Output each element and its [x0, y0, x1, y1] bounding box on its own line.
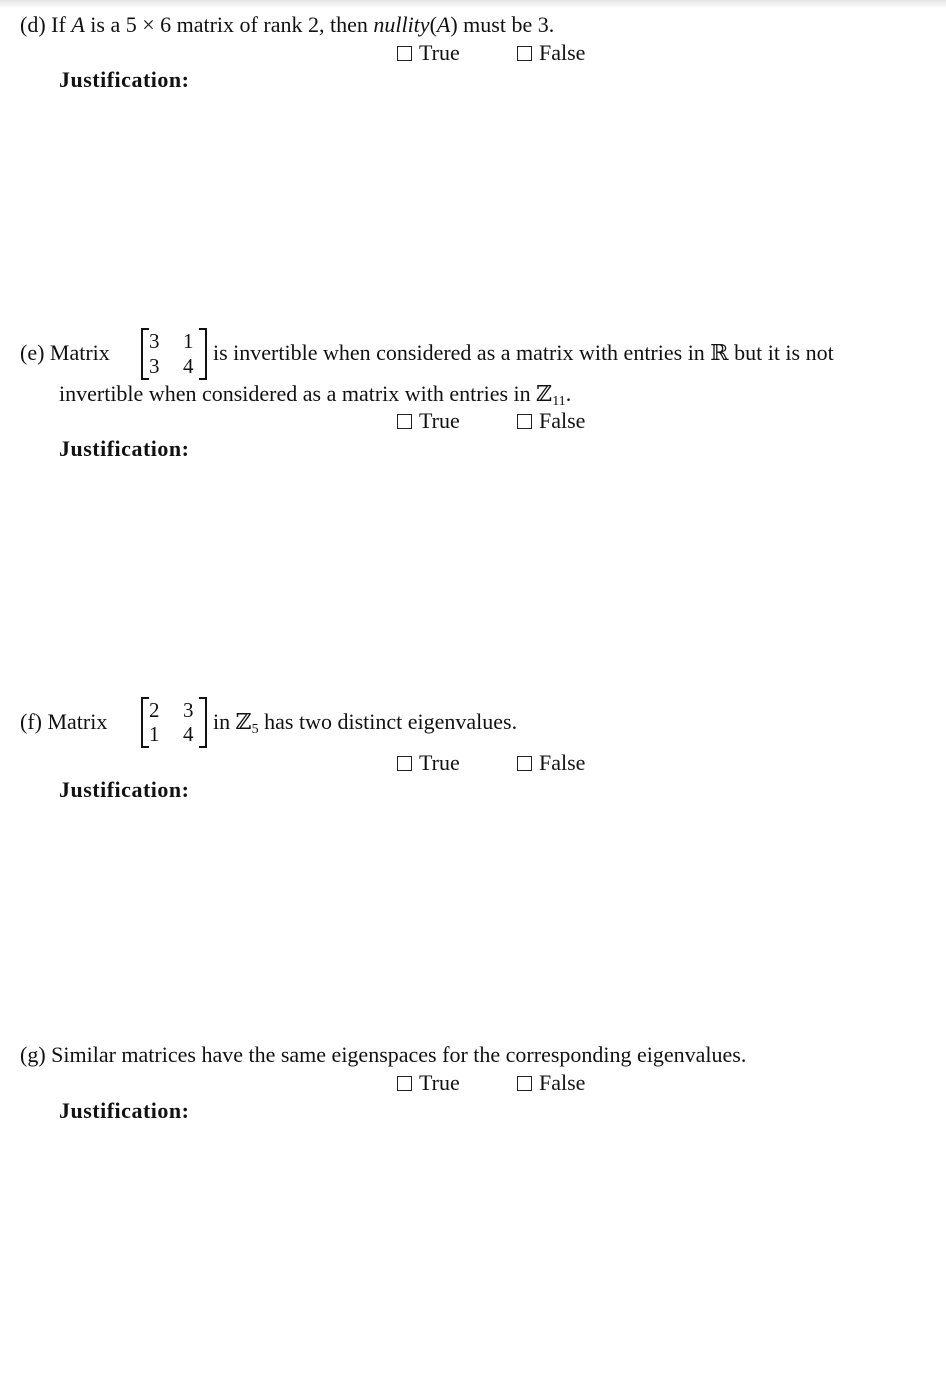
checkbox-icon[interactable]	[397, 756, 412, 771]
question-e-statement	[20, 340, 110, 366]
checkbox-icon[interactable]	[397, 46, 412, 61]
matrix	[141, 328, 207, 380]
false-label: False	[539, 40, 586, 65]
matrix-cell: 2	[149, 698, 160, 722]
checkbox-icon[interactable]	[517, 414, 532, 429]
text: has two distinct eigenvalues.	[258, 709, 518, 734]
math-var: A	[436, 12, 451, 37]
text: is invertible when considered as a matrix with entries in ℝ but it is not	[213, 340, 834, 365]
false-option[interactable]	[517, 1070, 585, 1096]
question-label: (e)	[20, 340, 45, 365]
matrix-cell: 3	[149, 329, 160, 353]
true-label: True	[419, 408, 460, 433]
true-option[interactable]	[397, 40, 460, 66]
matrix-cell: 1	[183, 329, 194, 353]
text: Matrix	[49, 340, 110, 365]
true-option[interactable]	[397, 408, 460, 434]
question-label: (d)	[20, 12, 46, 37]
text	[213, 709, 517, 743]
text: invertible when considered as a matrix with entries in ℤ	[59, 381, 553, 406]
text: ) must be 3.	[450, 12, 555, 37]
text: .	[565, 381, 572, 406]
question-label: (f)	[20, 709, 42, 734]
text-line2	[59, 381, 571, 415]
question-g-statement	[20, 1042, 746, 1068]
checkbox-icon[interactable]	[517, 46, 532, 61]
checkbox-icon[interactable]	[517, 756, 532, 771]
text: in ℤ	[213, 709, 252, 734]
text: is a 5 × 6 matrix of rank 2, then	[84, 12, 374, 37]
top-shadow	[0, 0, 946, 8]
text: (	[429, 12, 437, 37]
false-label: False	[539, 408, 586, 433]
false-option[interactable]	[517, 750, 585, 776]
matrix-cell: 3	[183, 698, 194, 722]
math-func: nullity	[373, 12, 430, 37]
question-d-statement	[20, 12, 554, 38]
justification-label: Justification:	[59, 1098, 190, 1123]
text: Matrix	[47, 709, 108, 734]
text: If	[51, 12, 72, 37]
question-label: (g)	[20, 1042, 46, 1067]
justification-label: Justification:	[59, 67, 190, 92]
question-f-statement	[20, 709, 107, 735]
checkbox-icon[interactable]	[397, 414, 412, 429]
subscript: 5	[251, 722, 259, 737]
subscript: 11	[552, 394, 566, 409]
true-label: True	[419, 750, 460, 775]
true-label: True	[419, 40, 460, 65]
true-label: True	[419, 1070, 460, 1095]
matrix-cell: 3	[149, 354, 160, 378]
false-option[interactable]	[517, 40, 585, 66]
text: Similar matrices have the same eigenspaces for the corresponding eigenvalues.	[51, 1042, 747, 1067]
checkbox-icon[interactable]	[397, 1076, 412, 1091]
true-option[interactable]	[397, 750, 460, 776]
matrix-cell: 4	[183, 722, 194, 746]
false-label: False	[539, 1070, 586, 1095]
matrix-cell: 1	[149, 722, 160, 746]
justification-label: Justification:	[59, 777, 190, 802]
checkbox-icon[interactable]	[517, 1076, 532, 1091]
false-label: False	[539, 750, 586, 775]
false-option[interactable]	[517, 408, 585, 434]
matrix-cell: 4	[183, 354, 194, 378]
true-option[interactable]	[397, 1070, 460, 1096]
matrix	[141, 697, 207, 748]
justification-label: Justification:	[59, 436, 190, 461]
math-var: A	[71, 12, 85, 37]
